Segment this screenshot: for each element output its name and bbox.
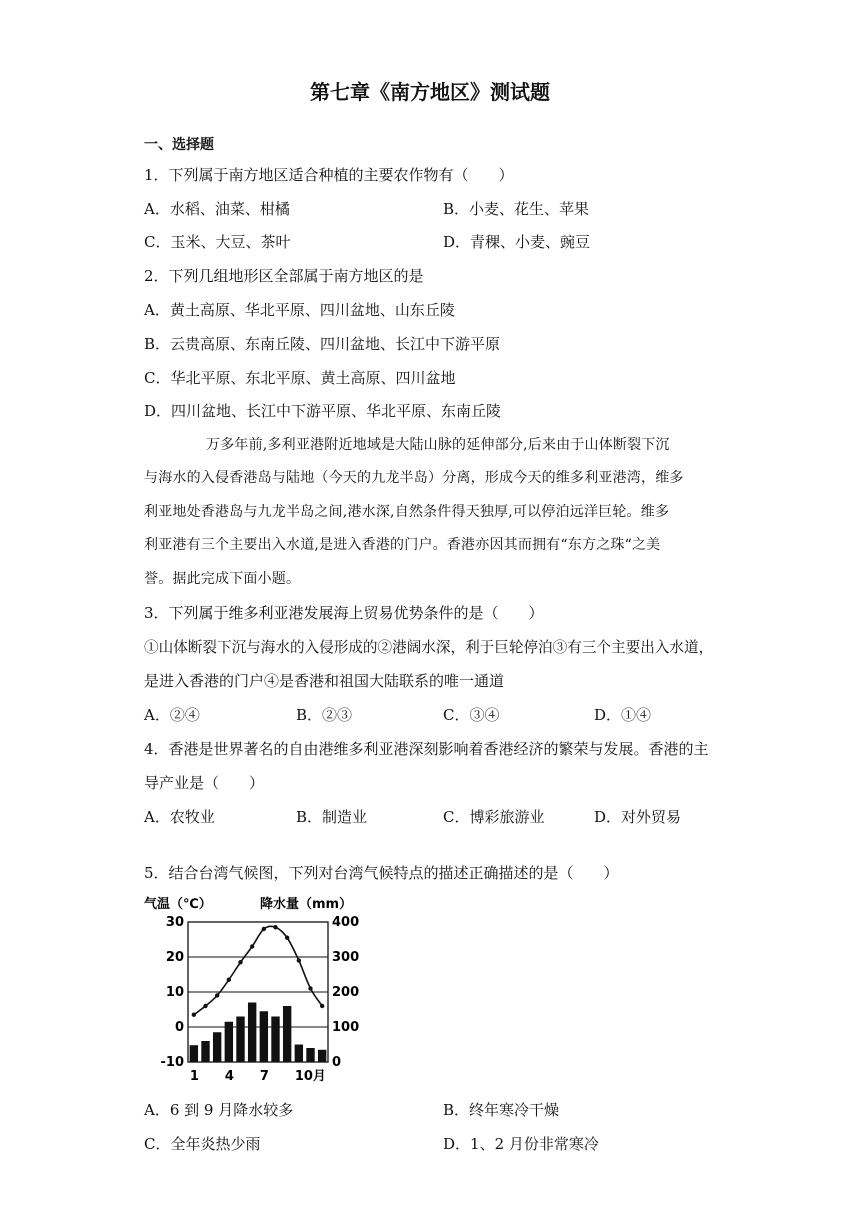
q4-option-b: B．制造业 [296, 808, 368, 826]
temperature-point [203, 1004, 207, 1008]
temperature-point [285, 936, 289, 940]
q4-option-a: A．农牧业 [144, 808, 215, 826]
passage-line: 誉。据此完成下面小题。 [144, 571, 301, 587]
page-title: 第七章《南方地区》测试题 [310, 80, 550, 104]
temperature-point [308, 986, 312, 990]
temperature-line [194, 926, 322, 1014]
q5-option-d: D．1、2 月份非常寒冷 [443, 1135, 599, 1153]
precipitation-bar [306, 1048, 314, 1062]
precipitation-bar [225, 1022, 233, 1062]
question-1-stem: 1．下列属于南方地区适合种植的主要农作物有（ ） [144, 166, 514, 184]
precipitation-tick-label: 400 [332, 915, 360, 930]
question-4-line2: 导产业是（ ） [144, 774, 265, 792]
q5-option-b: B．终年寒冷干燥 [443, 1101, 560, 1119]
q3-option-c: C．③④ [443, 706, 500, 724]
precipitation-bar [318, 1050, 326, 1062]
precipitation-bar [260, 1011, 268, 1062]
q2-option-d: D．四川盆地、长江中下游平原、华北平原、东南丘陵 [144, 402, 502, 420]
temperature-tick-label: 10 [165, 985, 184, 1000]
passage-line: 万多年前,多利亚港附近地域是大陆山脉的延伸部分,后来由于山体断裂下沉 [206, 437, 670, 453]
temperature-series [192, 925, 325, 1017]
passage-line: 利亚地处香港岛与九龙半岛之间,港水深,自然条件得天独厚,可以停泊远洋巨轮。维多 [144, 504, 670, 520]
temperature-point [320, 1004, 324, 1008]
question-4-stem: 4．香港是世界著名的自由港维多利亚港深刻影响着香港经济的繁荣与发展。香港的主 [144, 740, 709, 758]
temperature-tick-label: -10 [160, 1055, 184, 1070]
q2-option-a: A．黄土高原、华北平原、四川盆地、山东丘陵 [144, 301, 455, 319]
temperature-point [215, 993, 219, 997]
q1-option-d: D．青稞、小麦、豌豆 [443, 233, 591, 251]
temperature-point [227, 978, 231, 982]
climate-chart [140, 892, 400, 1090]
precipitation-tick-label: 200 [332, 985, 360, 1000]
passage-line: 与海水的入侵香港岛与陆地（今天的九龙半岛）分离，形成今天的维多利亚港湾，维多 [144, 470, 684, 486]
q4-option-c: C．博彩旅游业 [443, 808, 545, 826]
temperature-point [250, 944, 254, 948]
question-2-stem: 2．下列几组地形区全部属于南方地区的是 [144, 267, 424, 285]
precipitation-tick-label: 300 [332, 950, 360, 965]
q1-option-a: A．水稻、油菜、柑橘 [144, 200, 290, 218]
q5-option-a: A．6 到 9 月降水较多 [144, 1101, 294, 1119]
q1-option-c: C．玉米、大豆、茶叶 [144, 233, 291, 251]
precipitation-bar [283, 1006, 291, 1062]
q5-option-c: C．全年炎热少雨 [144, 1135, 261, 1153]
temperature-point [238, 960, 242, 964]
month-tick-label: 1 [189, 1069, 199, 1084]
temperature-point [297, 958, 301, 962]
q3-option-d: D．①④ [594, 706, 652, 724]
q3-option-a: A．②④ [144, 706, 200, 724]
month-tick-label: 10月 [294, 1069, 326, 1084]
question-3-line3: 是进入香港的门户④是香港和祖国大陆联系的唯一通道 [144, 672, 505, 690]
precipitation-bar [295, 1045, 303, 1063]
month-tick-label: 7 [259, 1069, 269, 1084]
temperature-tick-label: 30 [165, 915, 184, 930]
precipitation-axis-label: 降水量（mm） [260, 897, 353, 912]
q2-option-b: B．云贵高原、东南丘陵、四川盆地、长江中下游平原 [144, 335, 501, 353]
temperature-point [192, 1013, 196, 1017]
precipitation-bar [201, 1041, 209, 1062]
temperature-tick-label: 20 [165, 950, 184, 965]
q1-option-b: B．小麦、花生、苹果 [443, 200, 590, 218]
precipitation-tick-label: 100 [332, 1020, 360, 1035]
precipitation-bar [190, 1045, 198, 1062]
q4-option-d: D．对外贸易 [594, 808, 682, 826]
precipitation-bars [190, 1003, 327, 1063]
temperature-point [273, 925, 277, 929]
precipitation-bar [236, 1017, 244, 1063]
temperature-tick-label: 0 [174, 1020, 184, 1035]
precipitation-tick-label: 0 [332, 1055, 342, 1070]
section-heading: 一、选择题 [144, 137, 214, 153]
question-5-stem: 5．结合台湾气候图，下列对台湾气候特点的描述正确描述的是（ ） [144, 864, 619, 882]
passage-line: 利亚港有三个主要出入水道,是进入香港的门户。香港亦因其而拥有“东方之珠“之美 [144, 537, 661, 553]
month-tick-label: 4 [224, 1069, 234, 1084]
question-3-stem: 3．下列属于维多利亚港发展海上贸易优势条件的是（ ） [144, 604, 544, 622]
precipitation-bar [271, 1017, 279, 1063]
temperature-point [262, 927, 266, 931]
precipitation-bar [248, 1003, 256, 1063]
temperature-axis-label: 气温（℃） [144, 897, 212, 912]
q2-option-c: C．华北平原、东北平原、黄土高原、四川盆地 [144, 369, 456, 387]
q3-option-b: B．②③ [296, 706, 353, 724]
question-3-line2: ①山体断裂下沉与海水的入侵形成的②港阔水深，利于巨轮停泊③有三个主要出入水道， [144, 639, 714, 656]
precipitation-bar [213, 1032, 221, 1062]
